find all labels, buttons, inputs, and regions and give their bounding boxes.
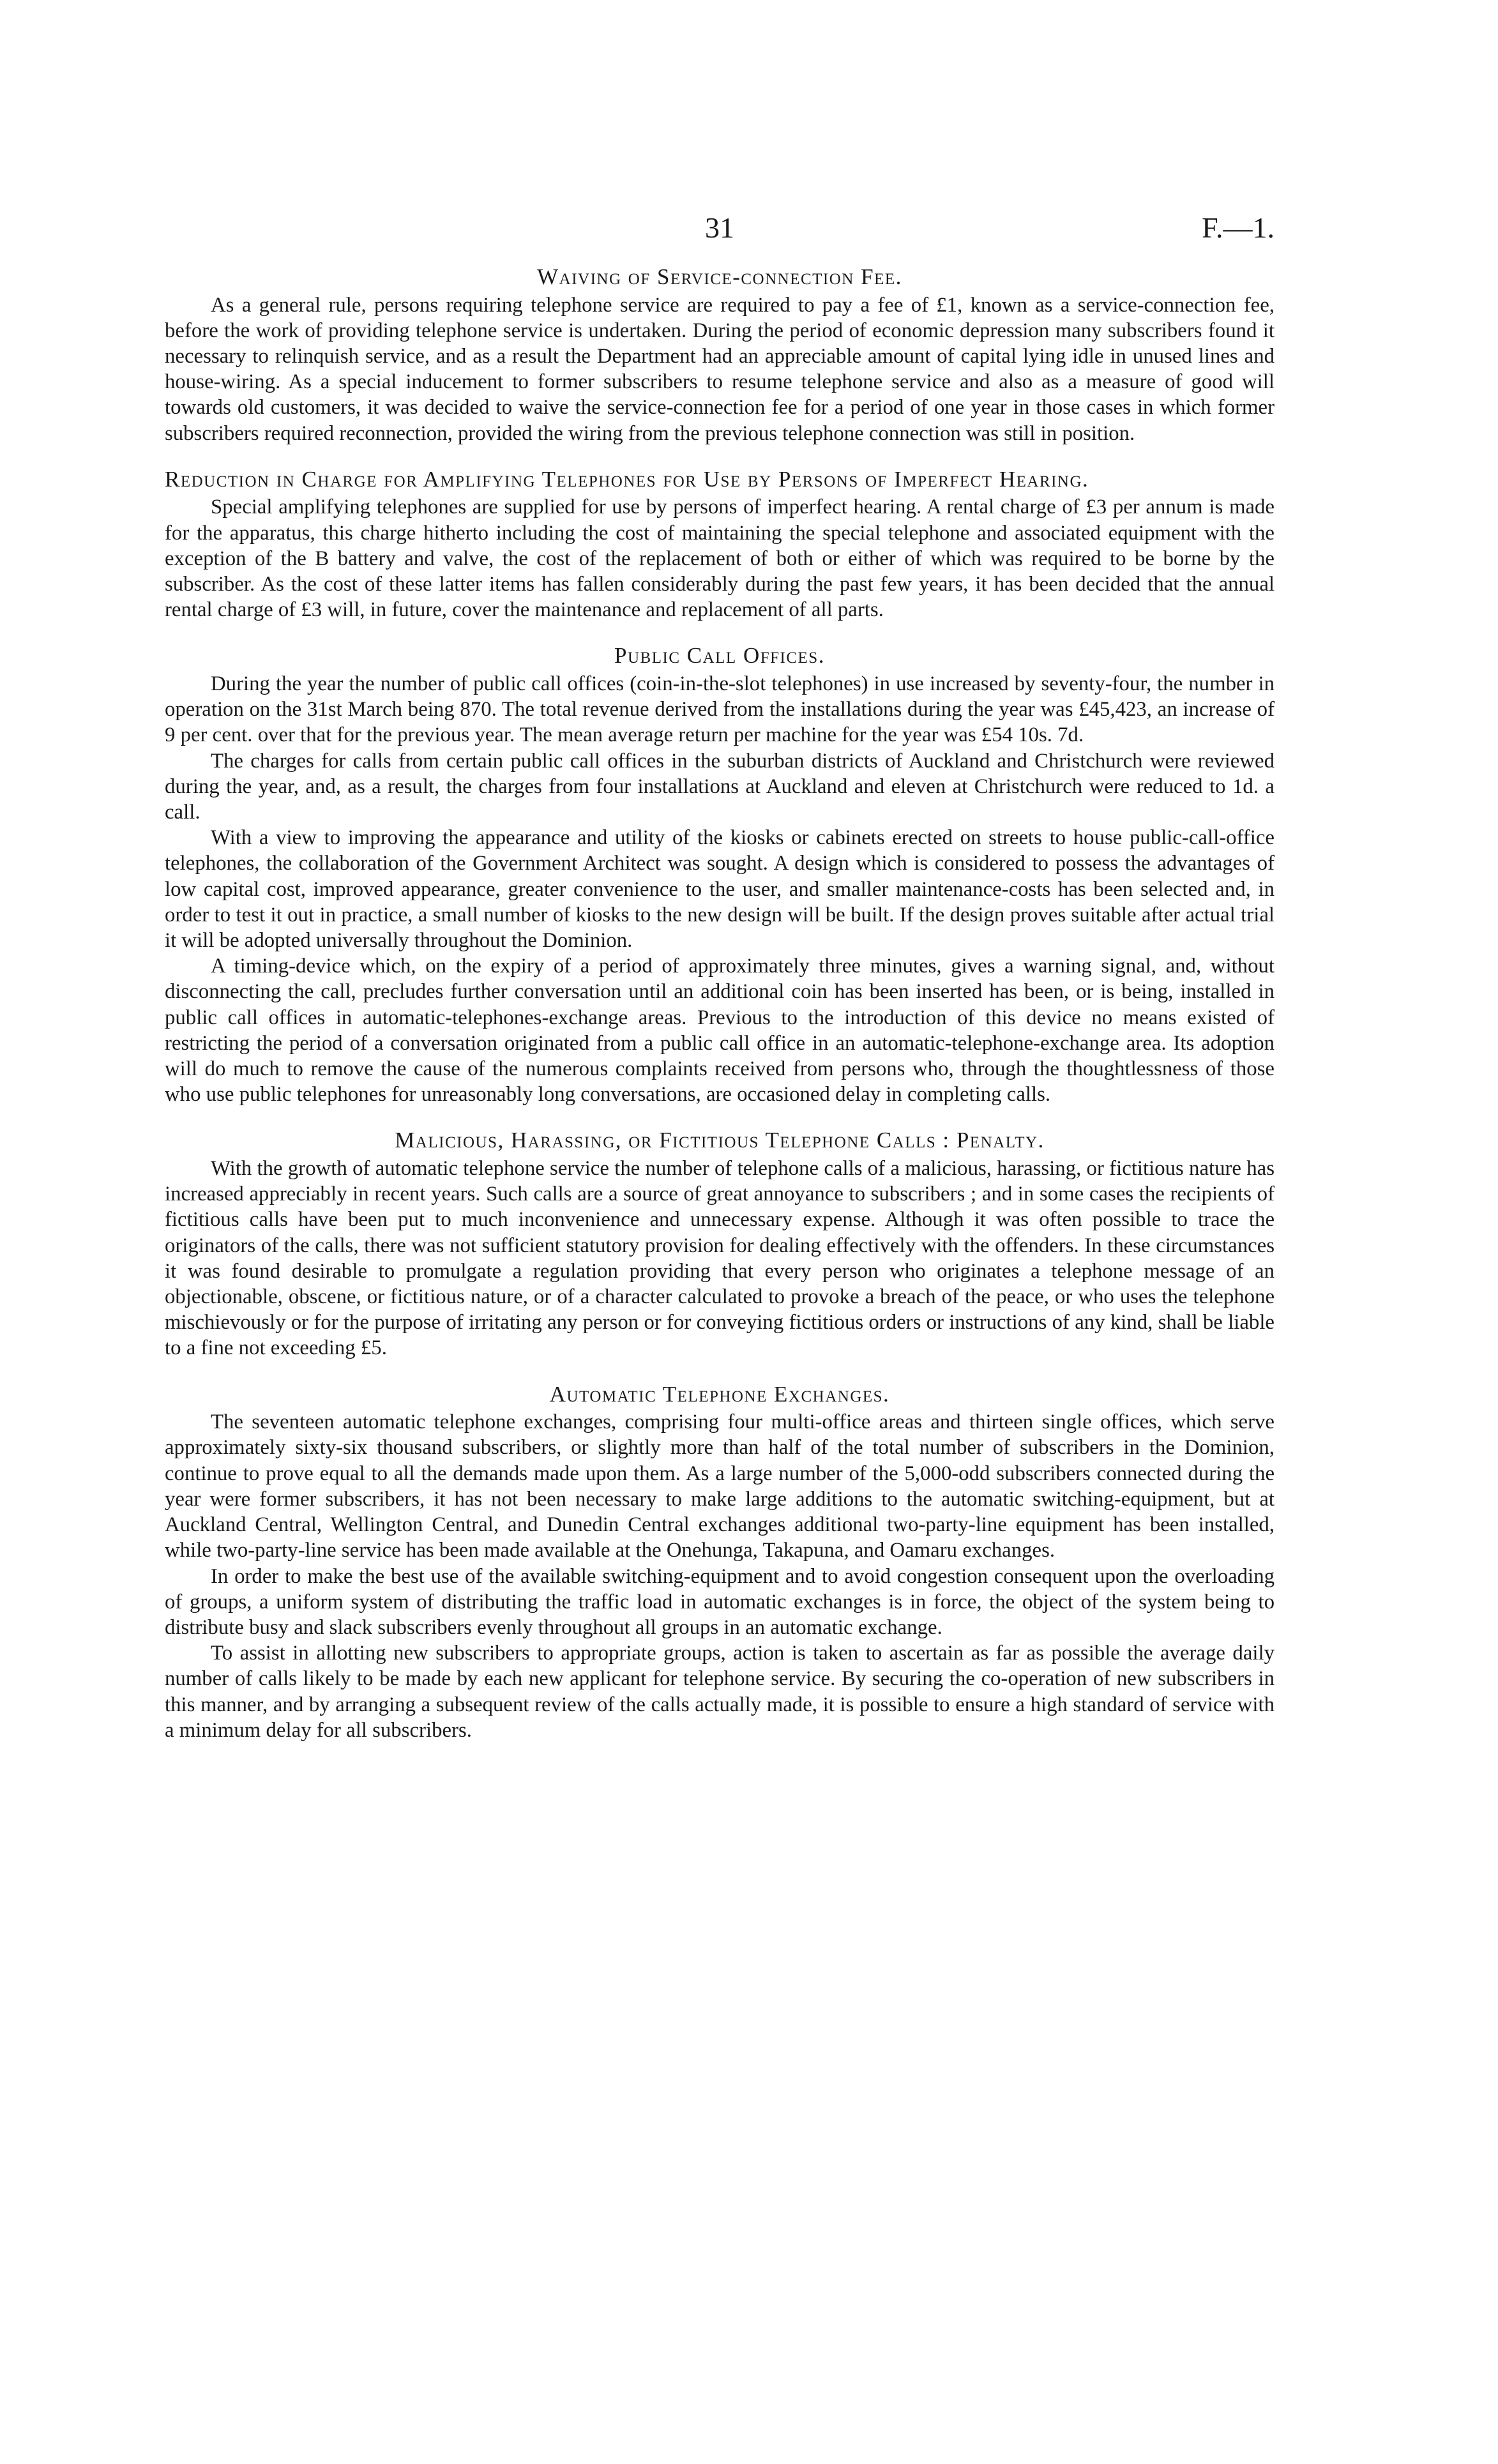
section-heading: Malicious, Harassing, or Fictitious Telephone Calls : Penalty.: [395, 1128, 1045, 1153]
paragraph: Special amplifying telephones are supplied for use by persons of imperfect hearing. A rental charge of £3 per annum is made for the apparatus, this charge hitherto including the cost of maintaining the special telephone and associated equipment with the exception of the B battery and valve, the cost of the replacement of both or either of which was required to be borne by the subscriber. As the cost of these latter items has fallen considerably during the past few years, it has been decided that the annual rental charge of £3 will, in future, cover the maintenance and replacement of all parts.: [165, 495, 1275, 622]
document-reference: F.—1.: [1202, 211, 1275, 244]
section-heading: Public Call Offices.: [614, 643, 825, 669]
paragraph: A timing-device which, on the expiry of a period of approximately three minutes, gives a warning signal, and, without disconnecting the call, precludes further conversation until an additional coin has been inserted has been, or is being, installed in public call offices in automatic-telephones-exchange areas. Previous to the introduction of this device no means existed of restricting the period of a conversation originated from a public call office in an automatic-telephone-exchange area. Its adoption will do much to remove the cause of the numerous complaints received from persons who, through the thoughtlessness of those who use public telephones for unreasonably long conversations, are occasioned delay in completing calls.: [165, 955, 1275, 1107]
page-number: 31: [705, 211, 734, 244]
section-heading: Automatic Telephone Exchanges.: [549, 1381, 890, 1407]
section-automatic-exchanges: [165, 1379, 1275, 1743]
section-malicious-calls: [165, 1125, 1275, 1361]
paragraph: To assist in allotting new subscribers to appropriate groups, action is taken to ascertain as far as possible the average daily number of calls likely to be made by each new applicant for telephone service. By securing the co-operation of new subscribers in this manner, and by arranging a subsequent review of the calls actually made, it is possible to ensure a high standard of service with a minimum delay for all subscribers.: [165, 1642, 1275, 1742]
document-page: [165, 211, 1275, 1761]
paragraph: With the growth of automatic telephone service the number of telephone calls of a malicious, harassing, or fictitious nature has increased appreciably in recent years. Such calls are a source of great annoyance to subscribers ; and in some cases the recipients of fictitious calls have been put to much inconvenience and unnecessary expense. Although it was often possible to trace the originators of the calls, there was not sufficient statutory provision for dealing effectively with the offenders. In these circumstances it was found desirable to promulgate a regulation providing that every person who originates a telephone message of an objectionable, obscene, or fictitious nature, or of a character calculated to provoke a breach of the peace, or who uses the telephone mischievously or for the purpose of irritating any person or for conveying fictitious orders or instructions of any kind, shall be liable to a fine not exceeding £5.: [165, 1157, 1275, 1360]
section-amplifying-telephones: [165, 464, 1275, 623]
section-public-call-offices: [165, 640, 1275, 1107]
section-heading: Waiving of Service-connection Fee.: [537, 264, 902, 289]
paragraph: The charges for calls from certain public call offices in the suburban districts of Auckland and Christchurch were reviewed during the year, and, as a result, the charges from four installations at Auckland and eleven at Christchurch were reduced to 1d. a call.: [165, 749, 1275, 824]
paragraph: During the year the number of public call offices (coin-in-the-slot telephones) in use increased by seventy-four, the number in operation on the 31st March being 870. The total revenue derived from the installations during the year was £45,423, an increase of 9 per cent. over that for the previous year. The mean average return per machine for the year was £54 10s. 7d.: [165, 672, 1275, 747]
paragraph: The seventeen automatic telephone exchanges, comprising four multi-office areas and thirteen single offices, which serve approximately sixty-six thousand subscribers, or slightly more than half of the total number of subscribers in the Dominion, continue to prove equal to all the demands made upon them. As a large number of the 5,000-odd subscribers connected during the year were former subscribers, it has not been necessary to make large additions to the automatic switching-equipment, but at Auckland Central, Wellington Central, and Dunedin Central exchanges additional two-party-line equipment has been installed, while two-party-line service has been made available at the Onehunga, Takapuna, and Oamaru exchanges.: [165, 1410, 1275, 1562]
section-heading: Reduction in Charge for Amplifying Telephones for Use by Persons of Imperfect Hearing.: [165, 466, 1089, 492]
paragraph: As a general rule, persons requiring telephone service are required to pay a fee of £1, known as a service-connection fee, before the work of providing telephone service is undertaken. During the period of economic depression many subscribers found it necessary to relinquish service, and as a result the Department had an appreciable amount of capital lying idle in unused lines and house-wiring. As a special inducement to former subscribers to resume telephone service and also as a measure of good will towards old customers, it was decided to waive the service-connection fee for a period of one year in those cases in which former subscribers required reconnection, provided the wiring from the previous telephone connection was still in position.: [165, 293, 1275, 445]
page-header: [165, 211, 1275, 255]
paragraph: In order to make the best use of the available switching-equipment and to avoid congestion consequent upon the overloading of groups, a uniform system of distributing the traffic load in automatic exchanges is in force, the object of the system being to distribute busy and slack subscribers evenly throughout all groups in an automatic exchange.: [165, 1564, 1275, 1639]
section-waiving-fee: [165, 262, 1275, 446]
paragraph: With a view to improving the appearance and utility of the kiosks or cabinets erected on streets to house public-call-office telephones, the collaboration of the Government Architect was sought. A design which is considered to possess the advantages of low capital cost, improved appearance, greater convenience to the user, and smaller maintenance-costs has been selected and, in order to test it out in practice, a small number of kiosks to the new design will be built. If the design proves suitable after actual trial it will be adopted universally throughout the Dominion.: [165, 826, 1275, 953]
